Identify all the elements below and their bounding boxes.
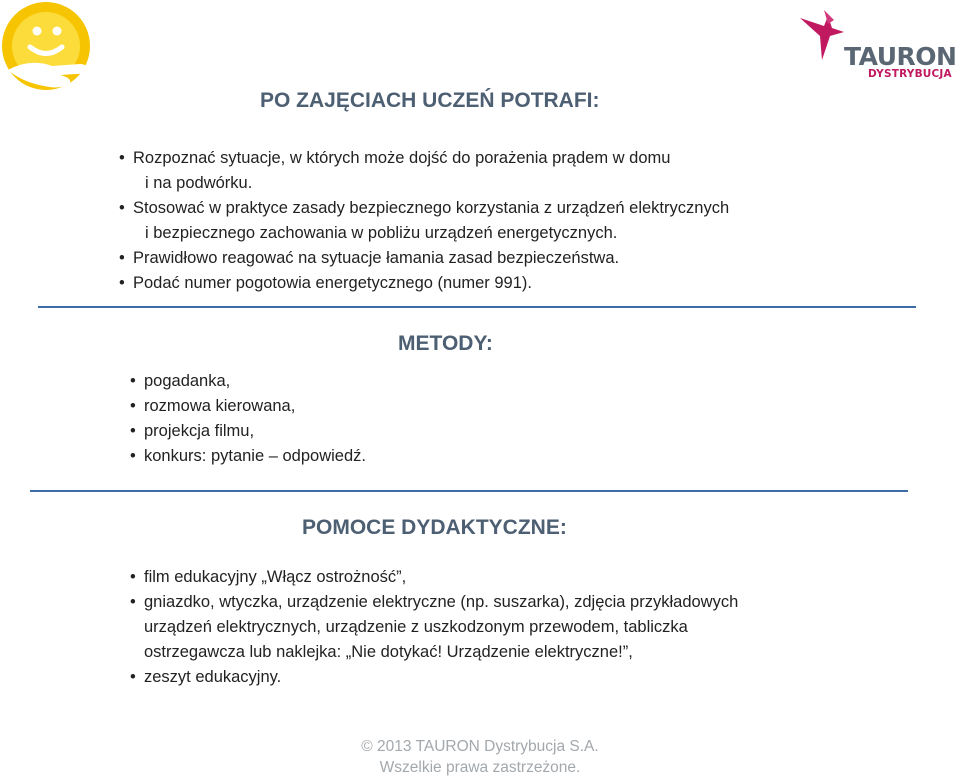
list-item-text-continued: ostrzegawcza lub naklejka: „Nie dotykać! Urządzenie elektryczne!”, (144, 643, 633, 661)
list-item (119, 196, 729, 246)
list-item (119, 271, 729, 296)
aids-list (130, 565, 738, 690)
list-item (119, 146, 729, 196)
list-item-text: • film edukacyjny „Włącz ostrożność”, (144, 568, 407, 586)
aids-heading: POMOCE DYDAKTYCZNE: (302, 516, 567, 539)
list-item (130, 665, 738, 690)
outcomes-heading: PO ZAJĘCIACH UCZEŃ POTRAFI: (260, 89, 600, 112)
list-item: • konkurs: pytanie – odpowiedź. (130, 444, 366, 469)
footer (0, 736, 960, 778)
list-item: • projekcja filmu, (130, 419, 366, 444)
list-item (130, 590, 738, 665)
list-item: • rozmowa kierowana, (130, 394, 366, 419)
logo-brand: TAURON (844, 42, 957, 71)
logo-subtitle: DYSTRYBUCJA (868, 68, 952, 80)
footer-copyright: © 2013 TAURON Dystrybucja S.A. (361, 738, 599, 755)
list-item: • pogadanka, (130, 369, 366, 394)
methods-list (130, 369, 366, 469)
list-item-text: • Podać numer pogotowia energetycznego (numer 991). (133, 274, 532, 292)
list-item-text: • gniazdko, wtyczka, urządzenie elektryczne (np. suszarka), zdjęcia przykładowych (144, 593, 739, 611)
section-divider (38, 306, 916, 308)
list-item-text: • Rozpoznać sytuacje, w których może dojść do porażenia prądem w domu (133, 149, 671, 167)
section-divider (30, 490, 908, 492)
list-item-text-continued: i bezpiecznego zachowania w pobliżu urządzeń energetycznych. (145, 224, 618, 242)
methods-heading: METODY: (398, 332, 493, 355)
smiley-icon (0, 0, 96, 96)
list-item-text-continued: urządzeń elektrycznych, urządzenie z uszkodzonym przewodem, tabliczka (144, 618, 688, 636)
list-item-text: • zeszyt edukacyjny. (144, 668, 282, 686)
outcomes-list (119, 146, 729, 296)
list-item-text: • Stosować w praktyce zasady bezpiecznego korzystania z urządzeń elektrycznych (133, 199, 730, 217)
list-item-text-continued: i na podwórku. (145, 174, 253, 192)
list-item (119, 246, 729, 271)
list-item (130, 565, 738, 590)
footer-rights: Wszelkie prawa zastrzeżone. (379, 759, 581, 776)
tauron-logo (798, 6, 956, 82)
list-item-text: • Prawidłowo reagować na sytuacje łamania zasad bezpieczeństwa. (133, 249, 620, 267)
